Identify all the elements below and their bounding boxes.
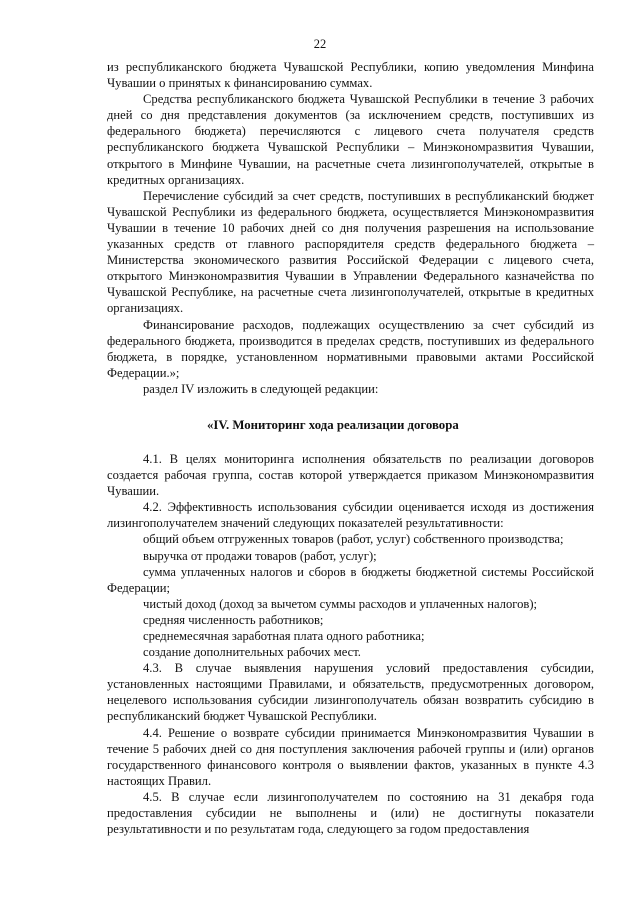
list-item: выручка от продажи товаров (работ, услуг);	[143, 548, 377, 563]
paragraph: 4.4. Решение о возврате субсидии принимается Минэкономразвития Чувашии в течение 5 рабочих дней со дня поступления заключения рабочей группы и (или) органов государственного финансового контроля о выявлении фактов, указанных в пункте 4.3 настоящих Правил.	[107, 725, 594, 788]
paragraph: 4.3. В случае выявления нарушения условий предоставления субсидии, установленных настоящими Правилами, и обязательств, предусмотренных договором, нецелевого использования субсидии лизингополучатель обязан возвратить субсидию в республиканский бюджет Чувашской Республики.	[107, 661, 594, 724]
paragraph: из республиканского бюджета Чувашской Республики, копию уведомления Минфина Чувашии о принятых к финансированию суммах.	[107, 60, 594, 91]
paragraph: 4.2. Эффективность использования субсидии оценивается исходя из достижения лизингополучателем значений следующих показателей результативности:	[107, 500, 594, 531]
list-item: чистый доход (доход за вычетом суммы расходов и уплаченных налогов);	[143, 596, 538, 611]
list-item: средняя численность работников;	[143, 612, 324, 627]
list-item: сумма уплаченных налогов и сборов в бюджеты бюджетной системы Российской Федерации;	[107, 564, 594, 595]
paragraph: Перечисление субсидий за счет средств, поступивших в республиканский бюджет Чувашской Республики из федерального бюджета, осуществляется Минэкономразвития Чувашии в течение 10 рабочих дней со дня получения разрешения на использование указанных средств от главного распорядителя средств федерального бюджета – Министерства экономического развития Российской Федерации с лицевого счета, открытого Минэкономразвития Чувашии в Управлении Федерального казначейства по Чувашской Республике, на расчетные счета лизингополучателей, открытые в кредитных организациях.	[107, 188, 594, 316]
paragraph: Финансирование расходов, подлежащих осуществлению за счет субсидий из федерального бюджета, производится в пределах средств, поступивших из федерального бюджета, в порядке, установленном нормативными правовыми актами Российской Федерации.»;	[107, 317, 594, 380]
document-body	[107, 59, 594, 837]
paragraph: 4.1. В целях мониторинга исполнения обязательств по реализации договоров создается рабочая группа, состав которой утверждается приказом Минэкономразвития Чувашии.	[107, 451, 594, 499]
paragraph: раздел IV изложить в следующей редакции:	[143, 381, 379, 396]
list-item: среднемесячная заработная плата одного работника;	[143, 629, 425, 643]
list-item: общий объем отгруженных товаров (работ, услуг) собственного производства;	[143, 532, 564, 547]
paragraph: 4.5. В случае если лизингополучателем по состоянию на 31 декабря года предоставления субсидии не выполнены и (или) не достигнуты показатели результативности и по результатам года, следующего за годом предоставления	[107, 789, 594, 837]
page-number: 22	[313, 37, 327, 51]
list-item: создание дополнительных рабочих мест.	[143, 645, 361, 660]
section-heading: «IV. Мониторинг хода реализации договора	[207, 417, 459, 432]
paragraph: Средства республиканского бюджета Чувашской Республики в течение 3 рабочих дней со дня представления документов (за исключением средств, поступивших из федерального бюджета) перечисляются с лицевого счета получателя средств республиканского бюджета Чувашской Республики – Минэкономразвития Чувашии, открытого в Минфине Чувашии, на расчетные счета лизингополучателей, открытые в кредитных организациях.	[107, 92, 594, 187]
